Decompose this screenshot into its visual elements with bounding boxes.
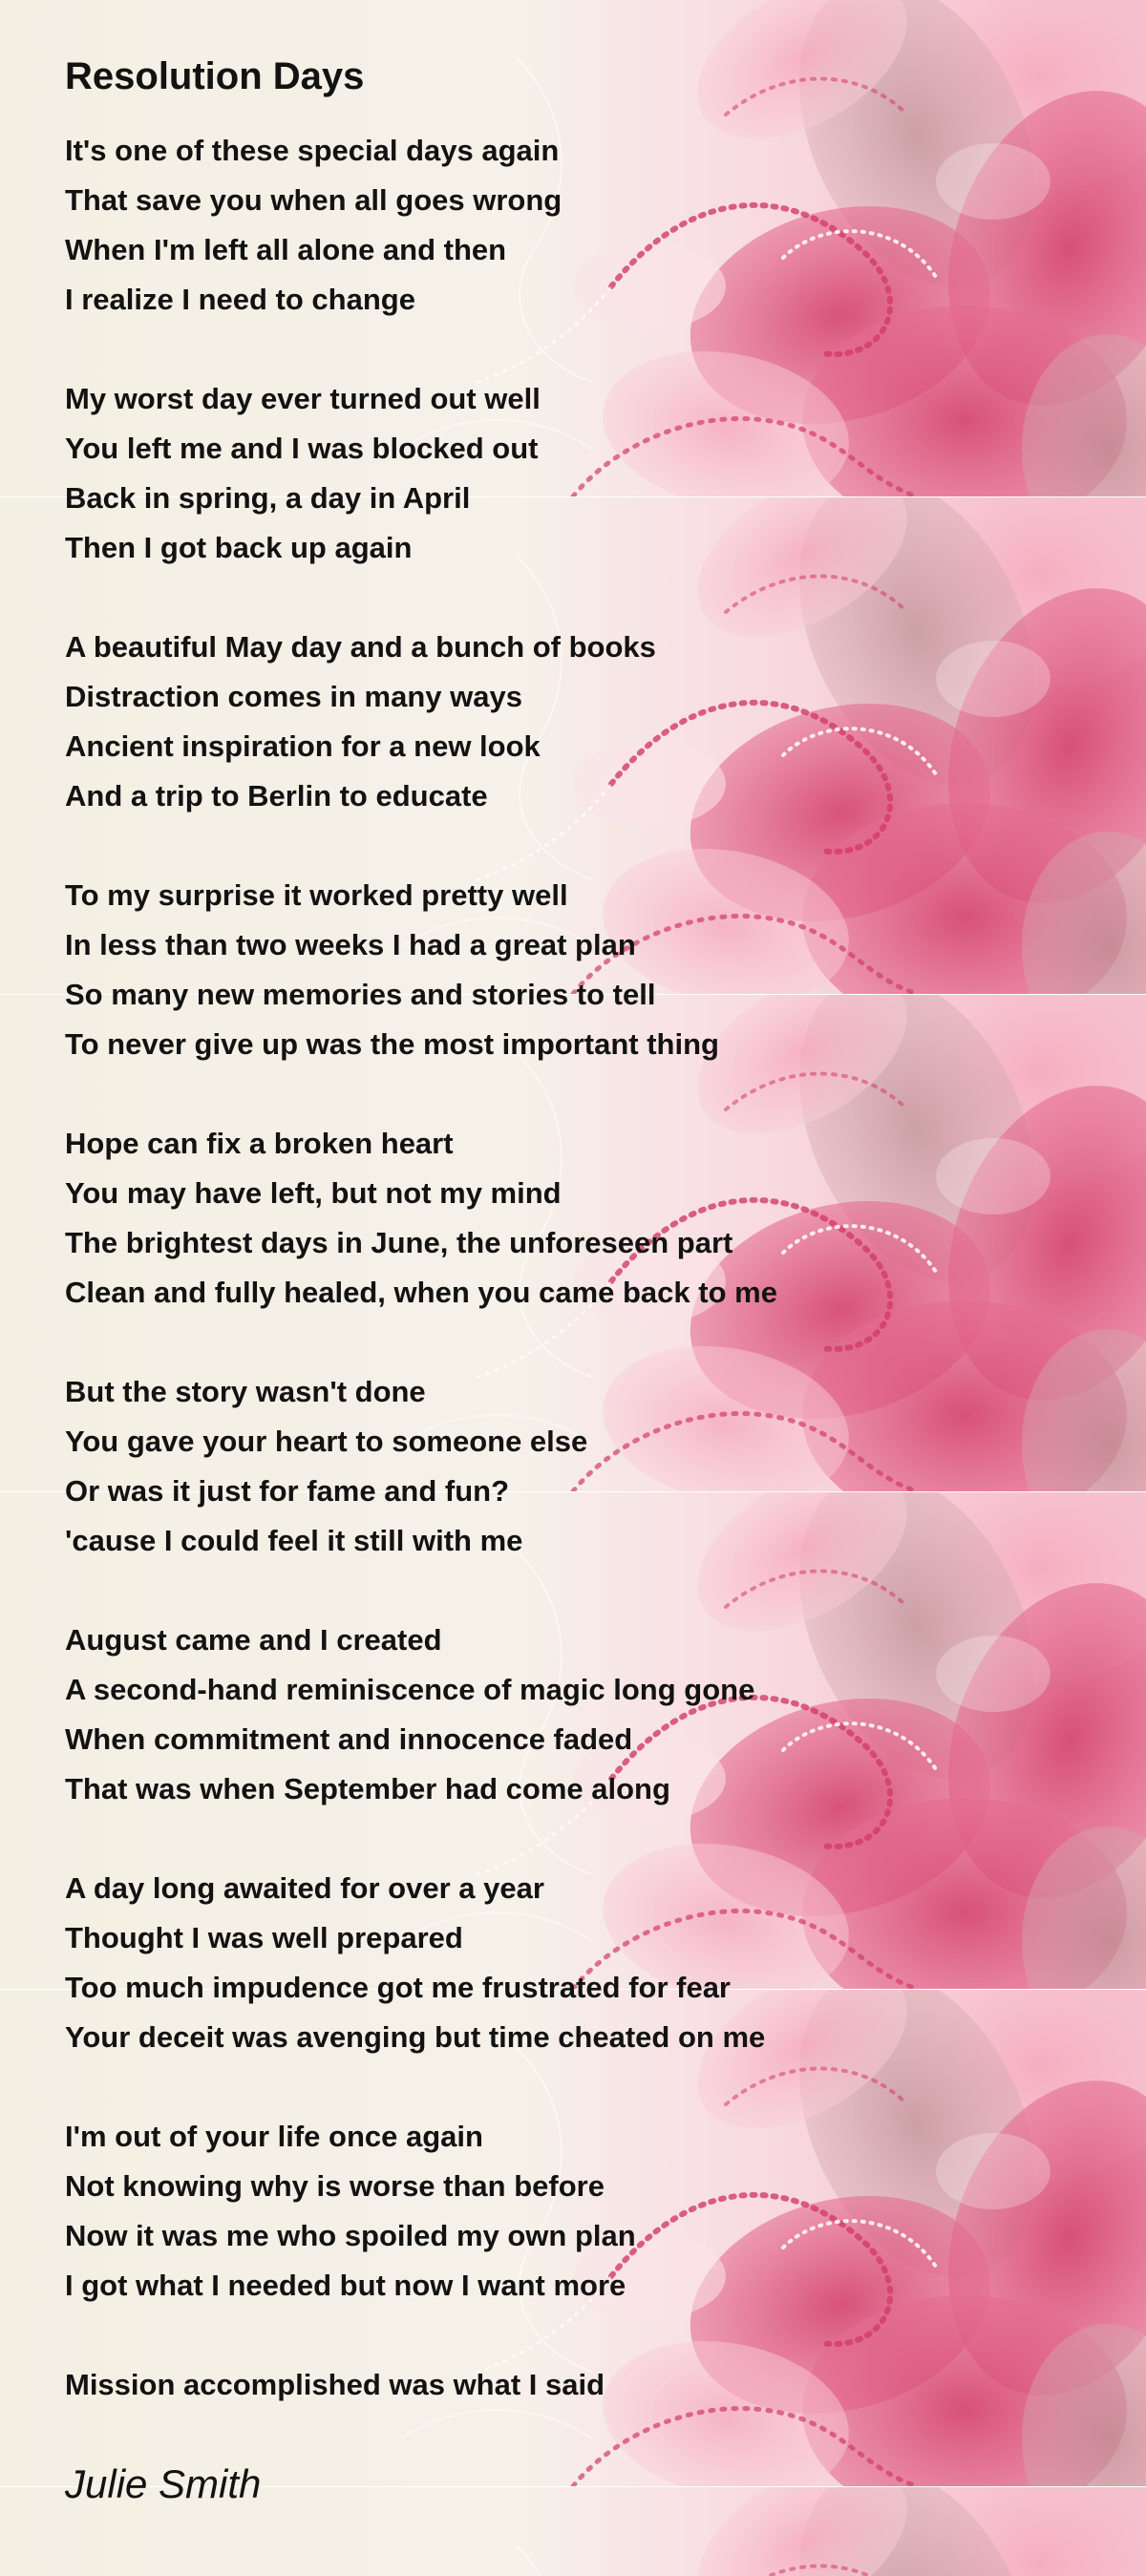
poem-line: That save you when all goes wrong bbox=[65, 183, 562, 217]
poem-line: Then I got back up again bbox=[65, 531, 413, 564]
poem-line: I got what I needed but now I want more bbox=[65, 2269, 626, 2302]
poem-line: August came and I created bbox=[65, 1623, 442, 1657]
poem-line: So many new memories and stories to tell bbox=[65, 978, 656, 1011]
poem-line: Hope can fix a broken heart bbox=[65, 1127, 454, 1160]
poem-body bbox=[65, 126, 1115, 2410]
poem-line: When commitment and innocence faded bbox=[65, 1722, 633, 1756]
poem-line: Too much impudence got me frustrated for fear bbox=[65, 1971, 732, 2004]
poem-stanza bbox=[65, 1615, 1115, 1814]
poem-stanza bbox=[65, 126, 1115, 325]
poem-line: But the story wasn't done bbox=[65, 1375, 426, 1408]
poem-line: You gave your heart to someone else bbox=[65, 1425, 588, 1458]
poem-line: My worst day ever turned out well bbox=[65, 382, 541, 415]
poem-line: That was when September had come along bbox=[65, 1772, 670, 1805]
poem-line: Your deceit was avenging but time cheated on me bbox=[65, 2020, 766, 2054]
poem-line: Clean and fully healed, when you came back to me bbox=[65, 1276, 777, 1309]
poem-line: I'm out of your life once again bbox=[65, 2120, 483, 2153]
poem-line: To my surprise it worked pretty well bbox=[65, 878, 568, 912]
poem-stanza bbox=[65, 623, 1115, 821]
poem-stanza bbox=[65, 871, 1115, 1069]
poem-title: Resolution Days bbox=[65, 55, 365, 97]
poem-line: You may have left, but not my mind bbox=[65, 1176, 562, 1210]
poem-line: Or was it just for fame and fun? bbox=[65, 1474, 510, 1508]
poem-line: Mission accomplished was what I said bbox=[65, 2368, 605, 2401]
poem-line: Thought I was well prepared bbox=[65, 1921, 463, 1954]
poem-stanza bbox=[65, 1119, 1115, 1318]
poem-line: A beautiful May day and a bunch of books bbox=[65, 630, 656, 664]
poem-stanza bbox=[65, 374, 1115, 573]
poem-line: 'cause I could feel it still with me bbox=[65, 1524, 523, 1557]
poem bbox=[65, 42, 1115, 2511]
poem-line: It's one of these special days again bbox=[65, 134, 560, 167]
poem-stanza bbox=[65, 1864, 1115, 2062]
poem-line: Now it was me who spoiled my own plan bbox=[65, 2219, 636, 2252]
poem-line: And a trip to Berlin to educate bbox=[65, 779, 488, 813]
poem-line: Ancient inspiration for a new look bbox=[65, 729, 541, 763]
poem-line: You left me and I was blocked out bbox=[65, 432, 539, 465]
poem-line: Not knowing why is worse than before bbox=[65, 2169, 605, 2203]
poem-line: When I'm left all alone and then bbox=[65, 233, 507, 266]
poem-line: In less than two weeks I had a great plan bbox=[65, 928, 636, 961]
poem-line: A day long awaited for over a year bbox=[65, 1871, 544, 1905]
poem-stanza bbox=[65, 2112, 1115, 2311]
poem-line: Distraction comes in many ways bbox=[65, 680, 522, 713]
poem-stanza bbox=[65, 1367, 1115, 1566]
poem-line: A second-hand reminiscence of magic long gone bbox=[65, 1673, 755, 1706]
poem-line: I realize I need to change bbox=[65, 283, 415, 316]
poem-line: The brightest days in June, the unforeseen part bbox=[65, 1226, 733, 1259]
poem-stanza bbox=[65, 2360, 1115, 2410]
poem-author: Julie Smith bbox=[65, 2461, 262, 2506]
poem-line: To never give up was the most important thing bbox=[65, 1027, 719, 1061]
poem-line: Back in spring, a day in April bbox=[65, 481, 471, 515]
